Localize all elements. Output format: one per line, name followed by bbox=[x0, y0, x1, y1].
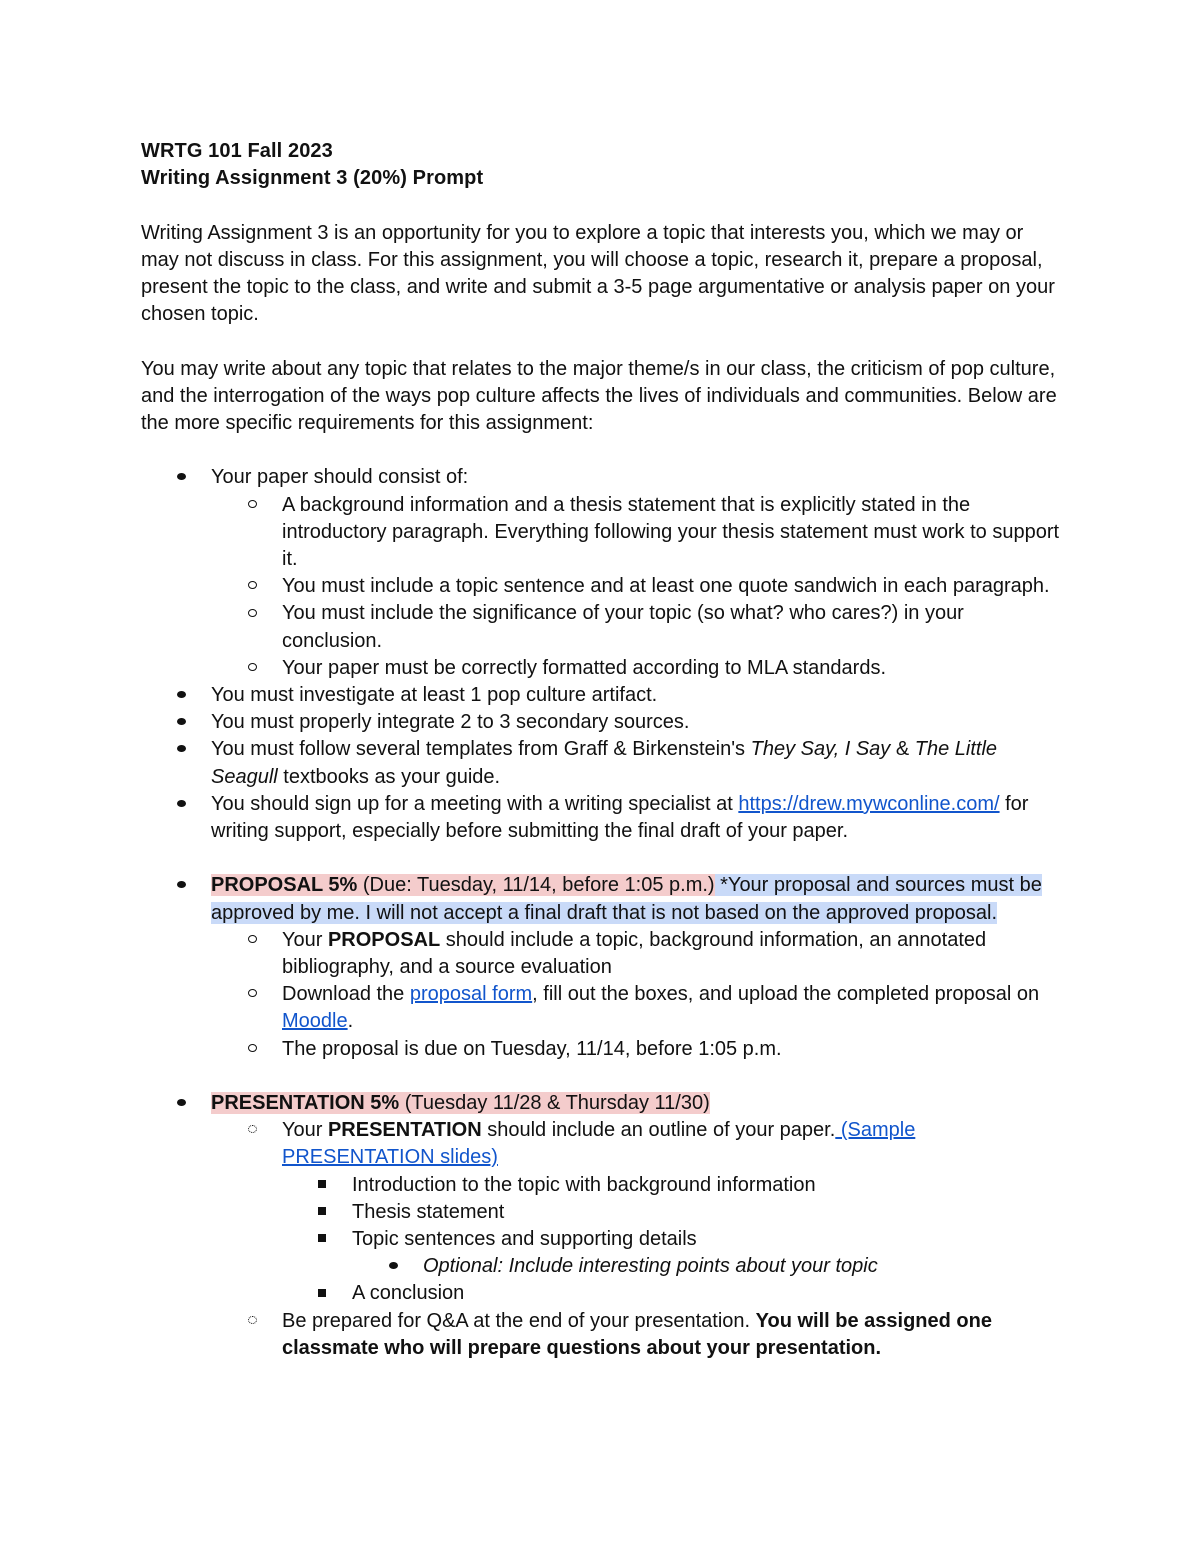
circle-bullet-icon bbox=[242, 492, 262, 519]
circle-bullet-icon bbox=[242, 1036, 262, 1063]
list-item: Introduction to the topic with background information bbox=[141, 1172, 1061, 1199]
intro-paragraph: Writing Assignment 3 is an opportunity for you to explore a topic that interests you, which we may or may not discuss in class. For this assignment, you will choose a topic, research it, prepare a proposal, present the topic to the class, and write and submit a 3-5 page argumentative or analysis paper on your chosen topic. bbox=[141, 221, 1055, 326]
list-item bbox=[141, 1090, 1061, 1117]
presentation-heading: PRESENTATION 5% bbox=[211, 1092, 400, 1115]
requirements-list bbox=[141, 464, 1061, 845]
book-title: The Little Seagull bbox=[211, 738, 998, 788]
bullet-icon bbox=[171, 791, 191, 818]
proposal-due: (Due: Tuesday, 11/14, before 1:05 p.m.) bbox=[357, 874, 715, 897]
list-item: You must follow several templates from Graff & Birkenstein's They Say, I Say & The Little Seagull textbooks as your guide. bbox=[141, 736, 1061, 790]
proposal-form-link[interactable]: proposal form bbox=[409, 983, 533, 1006]
list-item: Be prepared for Q&A at the end of your presentation. You will be assigned one classmate who will prepare questions about your presentation. bbox=[141, 1308, 1061, 1362]
proposal-note: *Your proposal and sources must be approved by me. I will not accept a final draft that is not based on the approved proposal. bbox=[211, 874, 1042, 924]
bullet-icon bbox=[383, 1253, 403, 1280]
moodle-link[interactable]: Moodle bbox=[282, 1010, 348, 1033]
bullet-icon bbox=[171, 872, 191, 899]
bullet-icon bbox=[171, 709, 191, 736]
bullet-icon bbox=[171, 682, 191, 709]
list-item: Topic sentences and supporting details bbox=[141, 1226, 1061, 1253]
assignment-title: Writing Assignment 3 (20%) Prompt bbox=[141, 167, 484, 190]
square-bullet-icon bbox=[312, 1172, 332, 1199]
square-bullet-icon bbox=[312, 1226, 332, 1253]
list-item: You must investigate at least 1 pop culture artifact. bbox=[141, 682, 1061, 709]
course-title: WRTG 101 Fall 2023 bbox=[141, 140, 333, 162]
presentation-section bbox=[141, 1090, 1061, 1362]
list-item: Your PROPOSAL should include a topic, background information, an annotated bibliography, and a source evaluation bbox=[141, 927, 1061, 981]
sample-slides-link[interactable]: (Sample PRESENTATION slides) bbox=[282, 1119, 916, 1169]
square-bullet-icon bbox=[312, 1280, 332, 1307]
circle-bullet-icon bbox=[242, 600, 262, 627]
proposal-heading: PROPOSAL 5% bbox=[211, 874, 358, 897]
bullet-icon bbox=[171, 464, 191, 491]
document-page bbox=[141, 138, 1061, 1362]
bullet-icon bbox=[171, 736, 191, 763]
book-title: They Say, I Say bbox=[750, 738, 891, 761]
list-item: Your paper must be correctly formatted according to MLA standards. bbox=[141, 655, 1061, 682]
circle-bullet-icon bbox=[242, 981, 262, 1008]
bullet-icon bbox=[171, 1090, 191, 1117]
dotted-circle-bullet-icon bbox=[242, 1117, 262, 1144]
list-item: Thesis statement bbox=[141, 1199, 1061, 1226]
list-item: You must include a topic sentence and at least one quote sandwich in each paragraph. bbox=[141, 573, 1061, 600]
writing-center-link[interactable]: https://drew.mywconline.com/ bbox=[738, 792, 1000, 815]
list-item: The proposal is due on Tuesday, 11/14, before 1:05 p.m. bbox=[141, 1036, 1061, 1063]
list-item bbox=[141, 872, 1061, 926]
list-item: A background information and a thesis statement that is explicitly stated in the introductory paragraph. Everything following your thesis statement must work to support it. bbox=[141, 492, 1061, 574]
list-item: You should sign up for a meeting with a writing specialist at https://drew.mywconline.com/ for writing support, especially before submitting the final draft of your paper. bbox=[141, 791, 1061, 845]
list-item: Your paper should consist of: bbox=[141, 464, 1061, 491]
circle-bullet-icon bbox=[242, 655, 262, 682]
list-item: A conclusion bbox=[141, 1280, 1061, 1307]
list-item: Optional: Include interesting points about your topic bbox=[141, 1253, 1061, 1280]
proposal-section bbox=[141, 872, 1061, 1062]
list-item: Your PRESENTATION should include an outline of your paper. (Sample PRESENTATION slides) bbox=[141, 1117, 1061, 1171]
list-item: You must include the significance of your topic (so what? who cares?) in your conclusion. bbox=[141, 600, 1061, 654]
list-item: You must properly integrate 2 to 3 secondary sources. bbox=[141, 709, 1061, 736]
dotted-circle-bullet-icon bbox=[242, 1308, 262, 1335]
square-bullet-icon bbox=[312, 1199, 332, 1226]
list-item: Download the proposal form, fill out the boxes, and upload the completed proposal on Moodle. bbox=[141, 981, 1061, 1035]
circle-bullet-icon bbox=[242, 573, 262, 600]
presentation-dates: (Tuesday 11/28 & Thursday 11/30) bbox=[399, 1092, 710, 1115]
circle-bullet-icon bbox=[242, 927, 262, 954]
scope-paragraph: You may write about any topic that relates to the major theme/s in our class, the criticism of pop culture, and the interrogation of the ways pop culture affects the lives of individuals and communities. Below are the more specific requirements for this assignment: bbox=[141, 357, 1057, 434]
